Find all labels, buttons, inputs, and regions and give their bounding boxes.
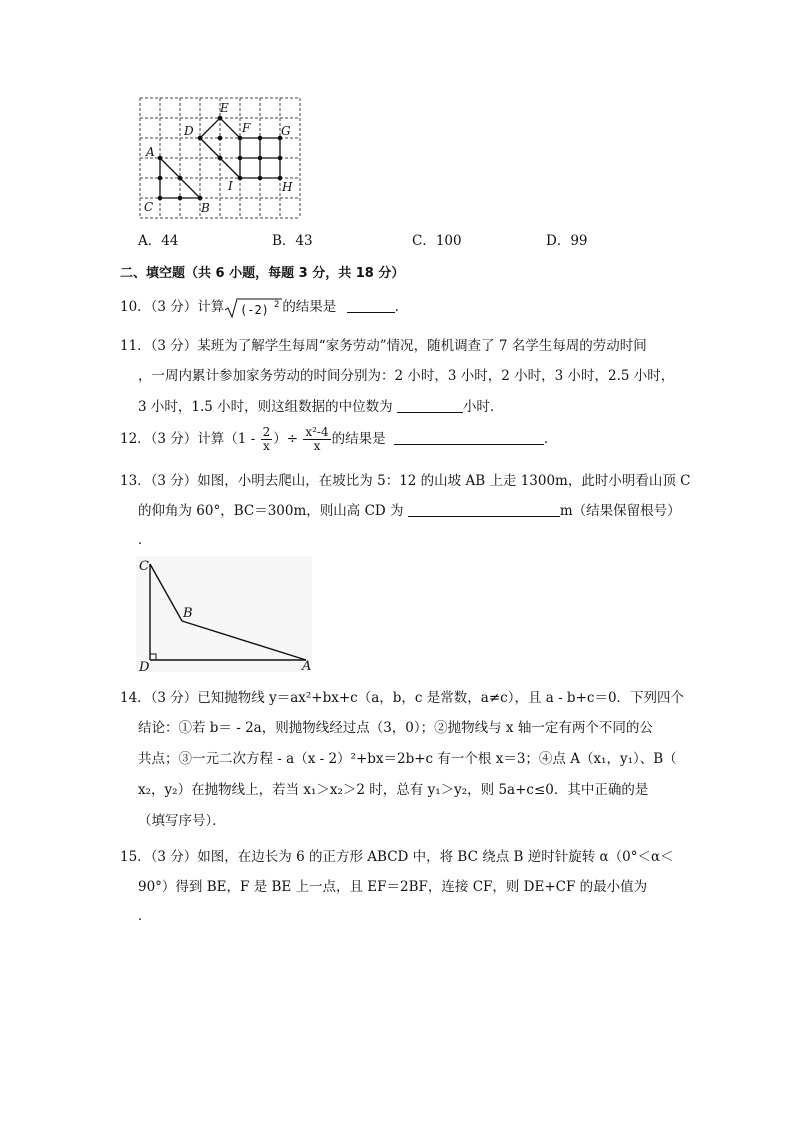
grid-label-i: I — [228, 179, 233, 193]
q12-fraction-2 — [303, 426, 330, 453]
grid-label-d: D — [184, 124, 194, 138]
q11-line3 — [138, 395, 503, 415]
option-a: A．44 — [138, 233, 179, 249]
q10-radicand: (-2) — [240, 302, 270, 317]
q12-fraction-1 — [261, 426, 273, 453]
q14-line1: 14．（3 分）已知抛物线 y＝ax²+bx+c（a，b，c 是常数，a≠c），且 a - b+c＝0．下列四个 — [120, 690, 685, 706]
grid-label-e: E — [220, 101, 229, 115]
grid-label-c: C — [144, 200, 154, 214]
q12-suffix: 的结果是 — [331, 431, 386, 447]
q12-answer-blank[interactable] — [394, 430, 544, 445]
q15-line2: 90°）得到 BE，F 是 BE 上一点，且 EF＝2BF，连接 CF，则 DE+CF 的最小值为 — [138, 879, 648, 895]
grid-label-h: H — [282, 180, 293, 194]
grid-label-g: G — [281, 124, 291, 138]
q14-line2: 结论：①若 b＝ - 2a，则抛物线经过点（3，0）；②抛物线与 x 轴一定有两个不同的公 — [138, 720, 653, 736]
q12-f2-num: x²-4 — [305, 425, 329, 439]
q11-line3-text: 3 小时，1.5 小时，则这组数据的中位数为 — [138, 399, 393, 415]
q11-answer-blank[interactable] — [397, 398, 463, 413]
q10-end: ． — [394, 299, 409, 315]
fig-label-c: C — [139, 559, 149, 574]
q11-line1: 11．（3 分）某班为了解学生每周“家务劳动”情况，随机调查了 7 名学生每周的劳动时间 — [120, 338, 647, 354]
q12-f1-den: x — [262, 439, 270, 453]
q11-line2: ，一周内累计参加家务劳动的时间分别为：2 小时，3 小时，2 小时，3 小时，2.5 小时， — [138, 368, 675, 384]
q13-line2 — [138, 499, 681, 519]
slope-figure — [136, 556, 312, 672]
option-d: D．99 — [546, 233, 588, 249]
q15-line1: 15．（3 分）如图，在边长为 6 的正方形 ABCD 中，将 BC 绕点 B 逆时针旋转 α（0°＜α＜ — [120, 849, 674, 865]
fig-label-a: A — [302, 659, 312, 672]
grid-label-b: B — [201, 201, 210, 215]
question-10 — [120, 295, 408, 319]
q12-f2-den: x — [313, 439, 321, 453]
q10-prefix: 10．（3 分）计算 — [120, 299, 225, 315]
grid-label-f: F — [242, 121, 251, 135]
q14-line5: （填写序号）． — [138, 813, 226, 829]
q13-answer-blank[interactable] — [408, 502, 560, 517]
grid-figure — [138, 96, 303, 222]
q13-line1: 13．（3 分）如图，小明去爬山，在坡比为 5：12 的山坡 AB 上走 1300m，此时小明看山顶 C — [120, 473, 691, 489]
q11-unit: 小时． — [462, 399, 504, 415]
q13-line2-text: 的仰角为 60°，BC＝300m，则山高 CD 为 — [138, 503, 404, 519]
option-c: C．100 — [412, 233, 462, 249]
option-b: B．43 — [272, 233, 313, 249]
q12-prefix: 12．（3 分）计算（1 - — [120, 431, 256, 447]
q13-line3: ． — [138, 532, 152, 548]
q10-answer-blank[interactable] — [347, 298, 395, 313]
q10-sqrt — [224, 297, 282, 319]
grid-label-a: A — [146, 145, 155, 159]
q10-exponent: 2 — [274, 299, 280, 310]
q14-line4: x₂，y₂）在抛物线上，若当 x₁＞x₂＞2 时，总有 y₁＞y₂，则 5a+c≤0．其中正确的是 — [138, 782, 649, 798]
section-heading: 二、填空题（共 6 小题，每题 3 分，共 18 分） — [120, 266, 405, 281]
q12-f1-num: 2 — [262, 425, 271, 439]
q13-line2-suffix: m（结果保留根号） — [559, 503, 681, 519]
q14-line3: 共点；③一元二次方程 - a（x - 2）²+bx＝2b+c 有一个根 x＝3；④点 A（x₁，y₁）、B（ — [138, 751, 677, 767]
q10-suffix: 的结果是 — [282, 299, 337, 315]
radical-sign-icon — [224, 297, 282, 319]
q15-line3: ． — [138, 908, 152, 924]
fig-label-b: B — [183, 606, 193, 621]
question-12 — [120, 426, 557, 453]
fig-label-d: D — [139, 660, 150, 672]
q12-end: ． — [543, 431, 558, 447]
q12-mid: ）÷ — [273, 431, 299, 447]
